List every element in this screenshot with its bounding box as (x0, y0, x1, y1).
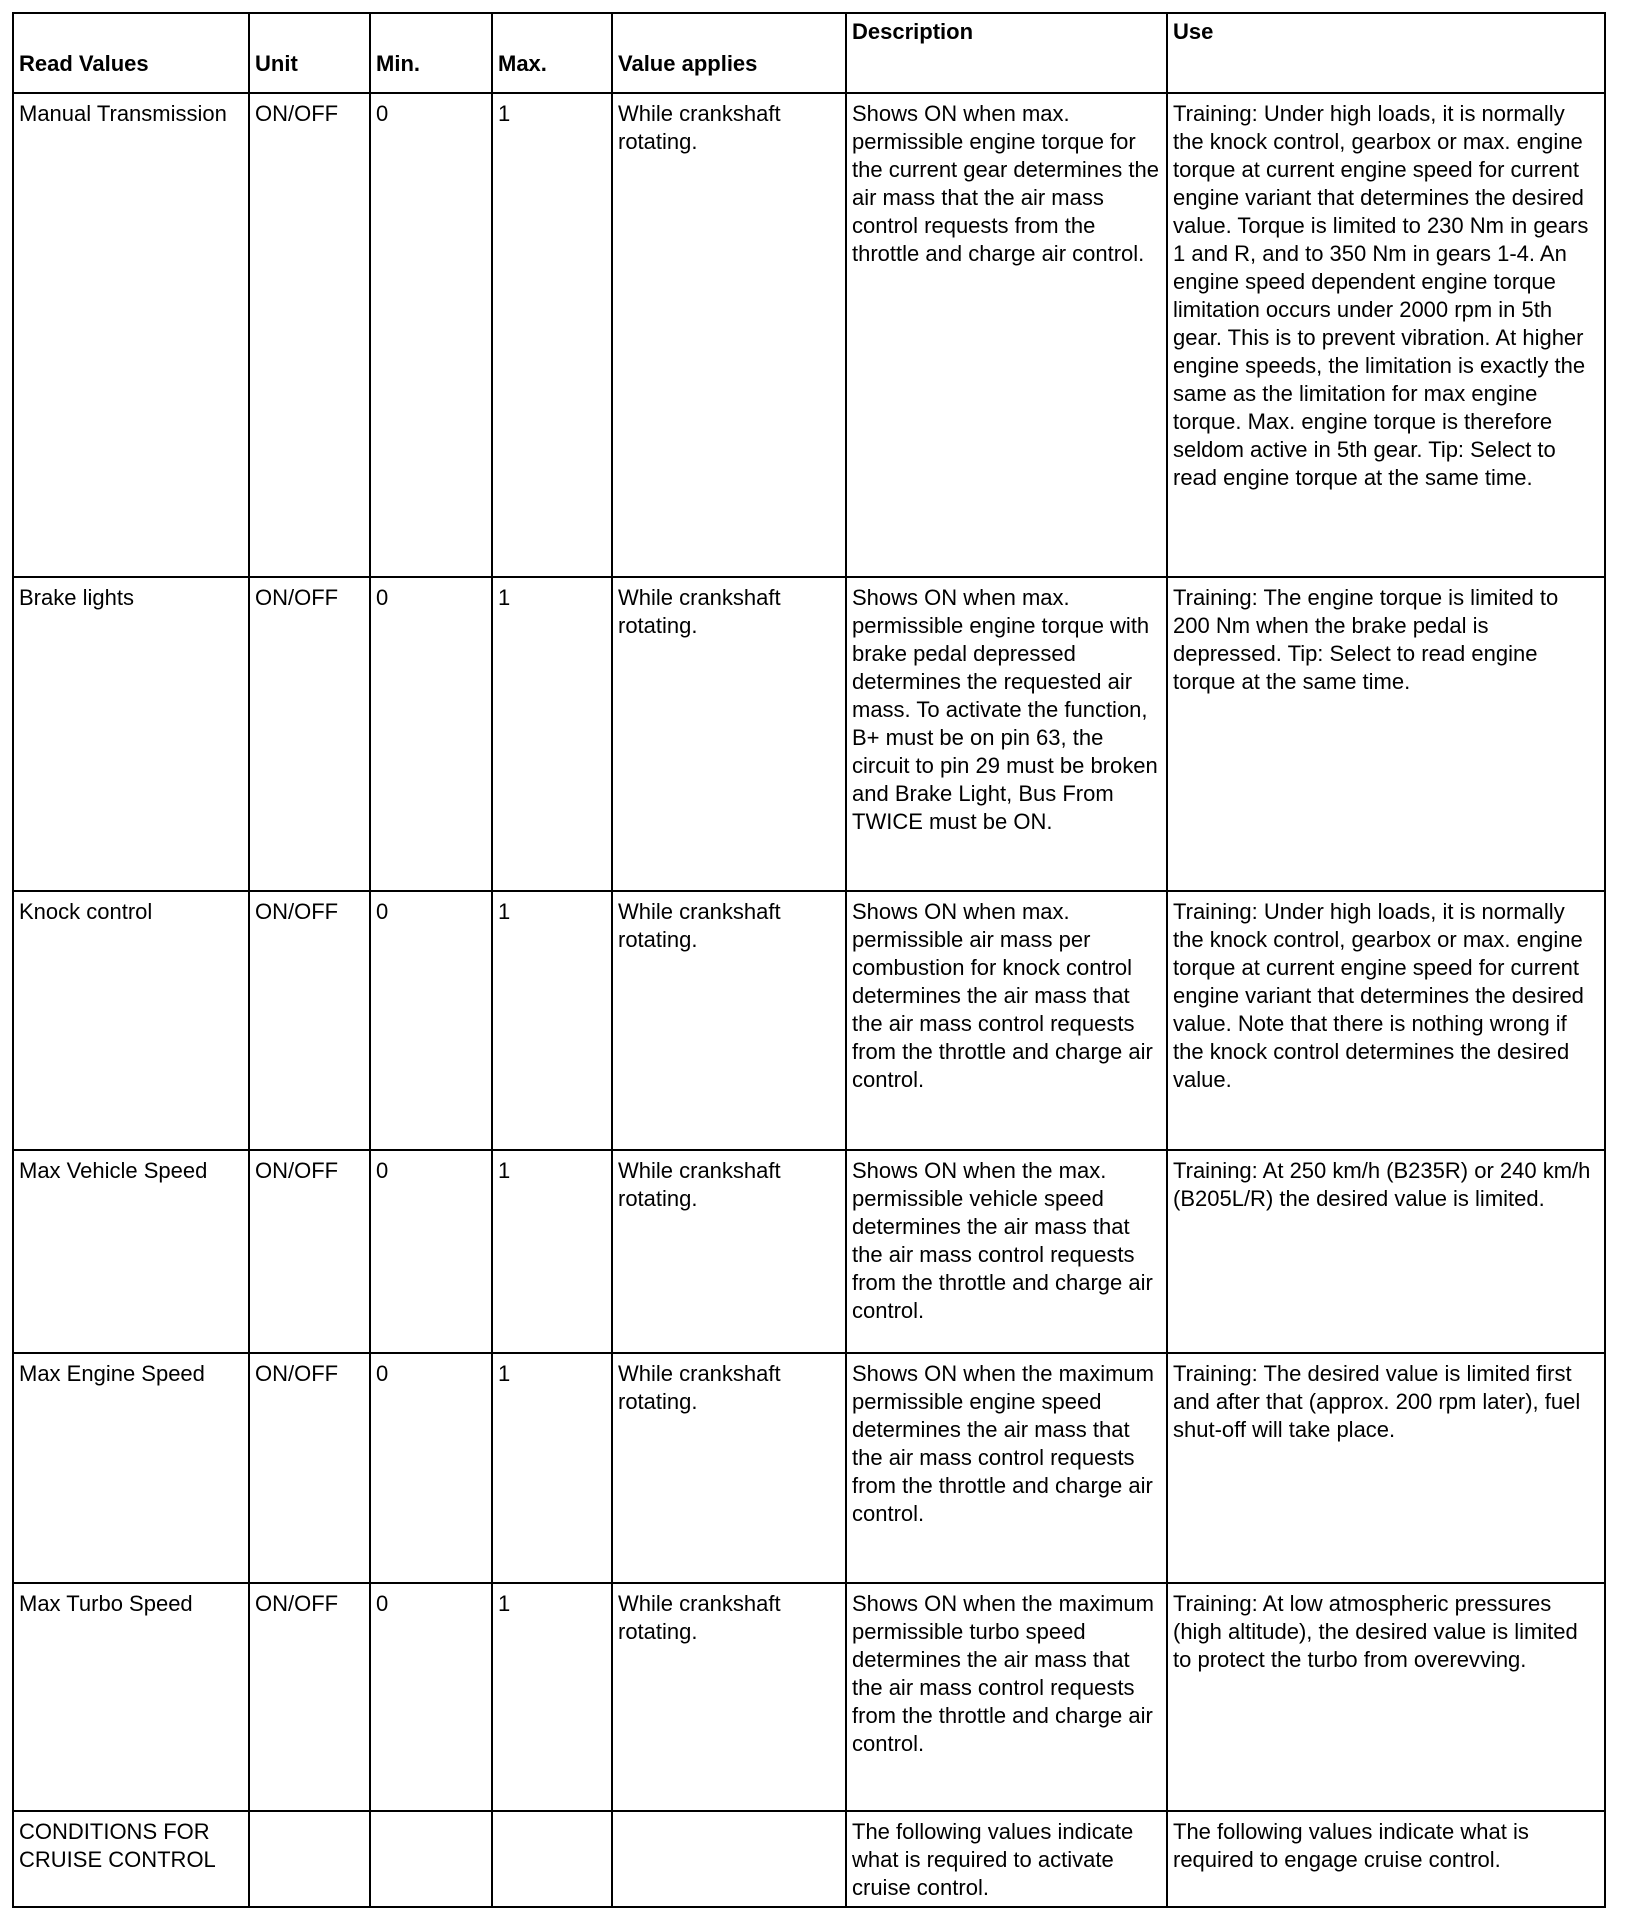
document-sheet (12, 12, 1604, 1908)
cell-unit: ON/OFF (249, 93, 370, 577)
cell-value-applies: While crankshaft rotating. (612, 1583, 846, 1811)
cell-max (492, 1811, 612, 1907)
cell-read-value: Max Engine Speed (13, 1353, 249, 1583)
cell-description: Shows ON when max. permissible air mass per combustion for knock control determines the air mass that the air mass control requests from the throttle and charge air control. (846, 891, 1167, 1150)
table-row (13, 93, 1605, 577)
cell-unit: ON/OFF (249, 1583, 370, 1811)
cell-value-applies: While crankshaft rotating. (612, 93, 846, 577)
cell-read-value: Brake lights (13, 577, 249, 891)
header-value-applies: Value applies (612, 13, 846, 93)
cell-value-applies: While crankshaft rotating. (612, 891, 846, 1150)
cell-use: Training: Under high loads, it is normally the knock control, gearbox or max. engine torque at current engine speed for current engine variant that determines the desired value. Torque is limited to 230 Nm in gears 1 and R, and to 350 Nm in gears 1-4. An engine speed dependent engine torque limitation occurs under 2000 rpm in 5th gear. This is to prevent vibration. At higher engine speeds, the limitation is exactly the same as the limitation for max engine torque. Max. engine torque is therefore seldom active in 5th gear. Tip: Select to read engine torque at the same time. (1167, 93, 1605, 577)
cell-min: 0 (370, 93, 492, 577)
cell-read-value: Manual Transmission (13, 93, 249, 577)
cell-read-value: Max Vehicle Speed (13, 1150, 249, 1353)
cell-value-applies: While crankshaft rotating. (612, 577, 846, 891)
cell-use: Training: At low atmospheric pressures (high altitude), the desired value is limited to protect the turbo from overevving. (1167, 1583, 1605, 1811)
header-description: Description (846, 13, 1167, 93)
table-row (13, 891, 1605, 1150)
cell-description: Shows ON when the maximum permissible engine speed determines the air mass that the air mass control requests from the throttle and charge air control. (846, 1353, 1167, 1583)
cell-unit: ON/OFF (249, 1150, 370, 1353)
table-row (13, 1811, 1605, 1907)
cell-min: 0 (370, 1150, 492, 1353)
cell-min: 0 (370, 1353, 492, 1583)
table-row (13, 1353, 1605, 1583)
cell-description: The following values indicate what is required to activate cruise control. (846, 1811, 1167, 1907)
cell-max: 1 (492, 1583, 612, 1811)
cell-max: 1 (492, 577, 612, 891)
cell-min: 0 (370, 1583, 492, 1811)
cell-min: 0 (370, 577, 492, 891)
cell-use: The following values indicate what is required to engage cruise control. (1167, 1811, 1605, 1907)
cell-value-applies: While crankshaft rotating. (612, 1150, 846, 1353)
cell-use: Training: The desired value is limited first and after that (approx. 200 rpm later), fuel shut-off will take place. (1167, 1353, 1605, 1583)
header-unit: Unit (249, 13, 370, 93)
table-row (13, 577, 1605, 891)
cell-min (370, 1811, 492, 1907)
cell-description: Shows ON when the maximum permissible turbo speed determines the air mass that the air mass control requests from the throttle and charge air control. (846, 1583, 1167, 1811)
cell-max: 1 (492, 1150, 612, 1353)
cell-use: Training: At 250 km/h (B235R) or 240 km/h (B205L/R) the desired value is limited. (1167, 1150, 1605, 1353)
cell-unit (249, 1811, 370, 1907)
cell-unit: ON/OFF (249, 891, 370, 1150)
table-row (13, 1150, 1605, 1353)
cell-read-value: Max Turbo Speed (13, 1583, 249, 1811)
table-header-row (13, 13, 1605, 93)
cell-value-applies: While crankshaft rotating. (612, 1353, 846, 1583)
header-max: Max. (492, 13, 612, 93)
cell-unit: ON/OFF (249, 1353, 370, 1583)
cell-description: Shows ON when max. permissible engine torque for the current gear determines the air mass that the air mass control requests from the throttle and charge air control. (846, 93, 1167, 577)
header-read-values: Read Values (13, 13, 249, 93)
cell-min: 0 (370, 891, 492, 1150)
header-min: Min. (370, 13, 492, 93)
cell-value-applies (612, 1811, 846, 1907)
read-values-table (12, 12, 1606, 1908)
cell-description: Shows ON when max. permissible engine torque with brake pedal depressed determines the requested air mass. To activate the function, B+ must be on pin 63, the circuit to pin 29 must be broken and Brake Light, Bus From TWICE must be ON. (846, 577, 1167, 891)
cell-max: 1 (492, 891, 612, 1150)
cell-read-value: Knock control (13, 891, 249, 1150)
cell-max: 1 (492, 1353, 612, 1583)
cell-unit: ON/OFF (249, 577, 370, 891)
cell-use: Training: The engine torque is limited to 200 Nm when the brake pedal is depressed. Tip: Select to read engine torque at the same time. (1167, 577, 1605, 891)
cell-read-value: CONDITIONS FOR CRUISE CONTROL (13, 1811, 249, 1907)
header-use: Use (1167, 13, 1605, 93)
cell-description: Shows ON when the max. permissible vehicle speed determines the air mass that the air mass control requests from the throttle and charge air control. (846, 1150, 1167, 1353)
cell-max: 1 (492, 93, 612, 577)
table-row (13, 1583, 1605, 1811)
cell-use: Training: Under high loads, it is normally the knock control, gearbox or max. engine torque at current engine speed for current engine variant that determines the desired value. Note that there is nothing wrong if the knock control determines the desired value. (1167, 891, 1605, 1150)
